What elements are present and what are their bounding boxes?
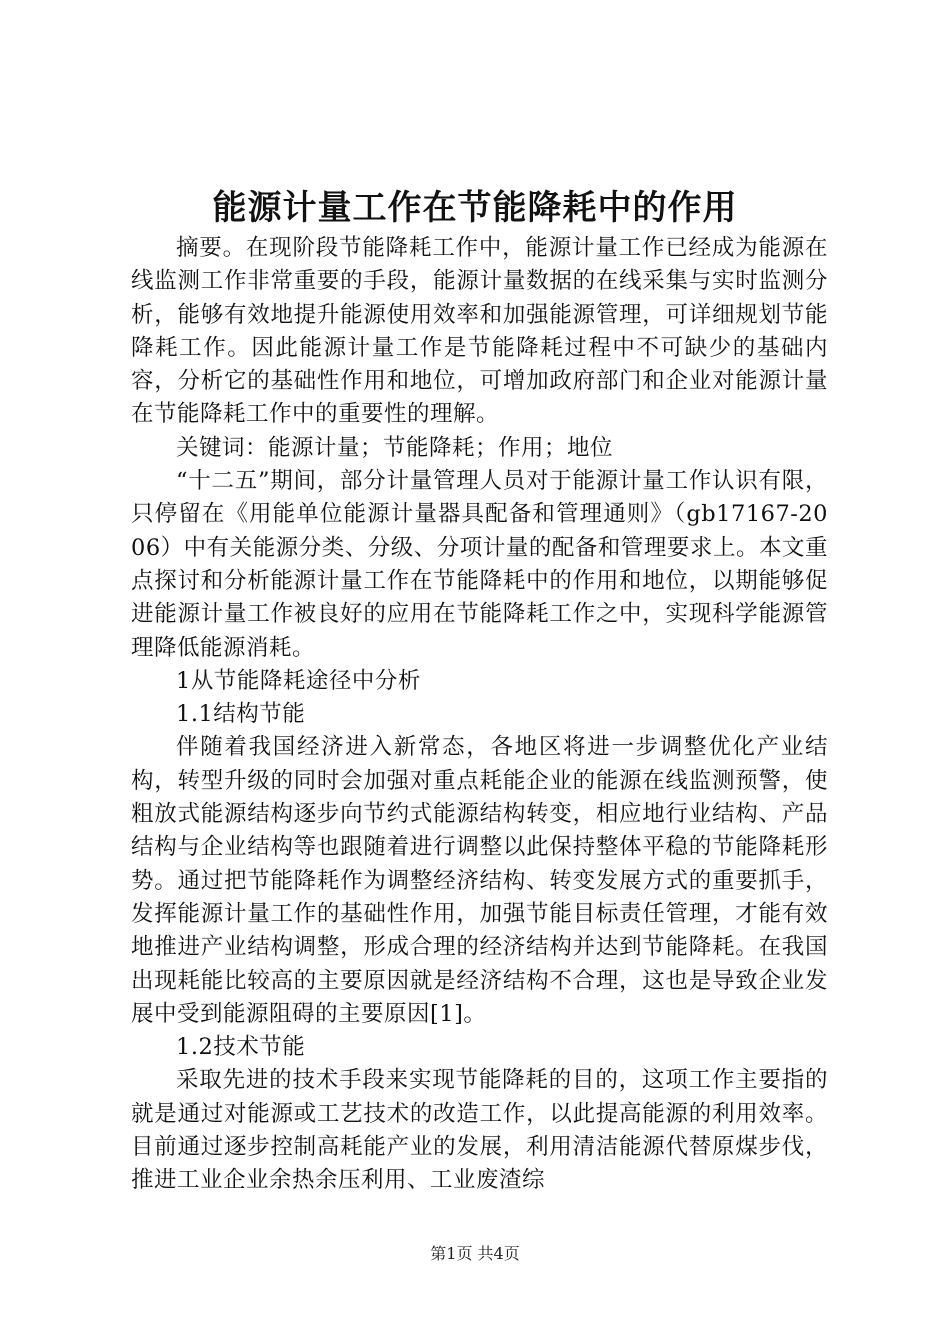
subsection-heading: 1.1结构节能 <box>176 701 306 728</box>
abstract-paragraph: 摘要。在现阶段节能降耗工作中，能源计量工作已经成为能源在线监测工作非常重要的手段，能源计量数据的在线采集与实时监测分析，能够有效地提升能源使用效率和加强能源管理，可详细规划节能降耗工作。因此能源计量工作是节能降耗过程中不可缺少的基础内容，分析它的基础性作用和地位，可增加政府部门和企业对能源计量在节能降耗工作中的重要性的理解。 <box>131 235 828 428</box>
intro-paragraph: “十二五”期间，部分计量管理人员对于能源计量工作认识有限，只停留在《用能单位能源计量器具配备和管理通则》（gb17167-2006）中有关能源分类、分级、分项计量的配备和管理要求上。本文重点探讨和分析能源计量工作在节能降耗中的作用和地位，以期能够促进能源计量工作被良好的应用在节能降耗工作之中，实现科学能源管理降低能源消耗。 <box>131 468 828 661</box>
document-body <box>131 232 828 1198</box>
body-paragraph: 采取先进的技术手段来实现节能降耗的目的，这项工作主要指的就是通过对能源或工艺技术的改造工作，以此提高能源的利用效率。目前通过逐步控制高耗能产业的发展，利用清洁能源代替原煤步伐，推进工业企业余热余压利用、工业废渣综 <box>131 1067 828 1194</box>
keywords-paragraph: 关键词：能源计量；节能降耗；作用；地位 <box>176 434 614 461</box>
section-heading: 1从节能降耗途径中分析 <box>176 667 421 694</box>
body-paragraph: 伴随着我国经济进入新常态，各地区将进一步调整优化产业结构，转型升级的同时会加强对重点耗能企业的能源在线监测预警，使粗放式能源结构逐步向节约式能源结构转变，相应地行业结构、产品结构与企业结构等也跟随着进行调整以此保持整体平稳的节能降耗形势。通过把节能降耗作为调整经济结构、转变发展方式的重要抓手，发挥能源计量工作的基础性作用，加强节能目标责任管理，才能有效地推进产业结构调整，形成合理的经济结构并达到节能降耗。在我国出现耗能比较高的主要原因就是经济结构不合理，这也是导致企业发展中受到能源阻碍的主要原因[1]。 <box>131 734 828 1027</box>
document-title: 能源计量工作在节能降耗中的作用 <box>212 188 738 228</box>
subsection-heading: 1.2技术节能 <box>176 1034 306 1061</box>
page-footer: 第1页 共4页 <box>430 1244 520 1263</box>
